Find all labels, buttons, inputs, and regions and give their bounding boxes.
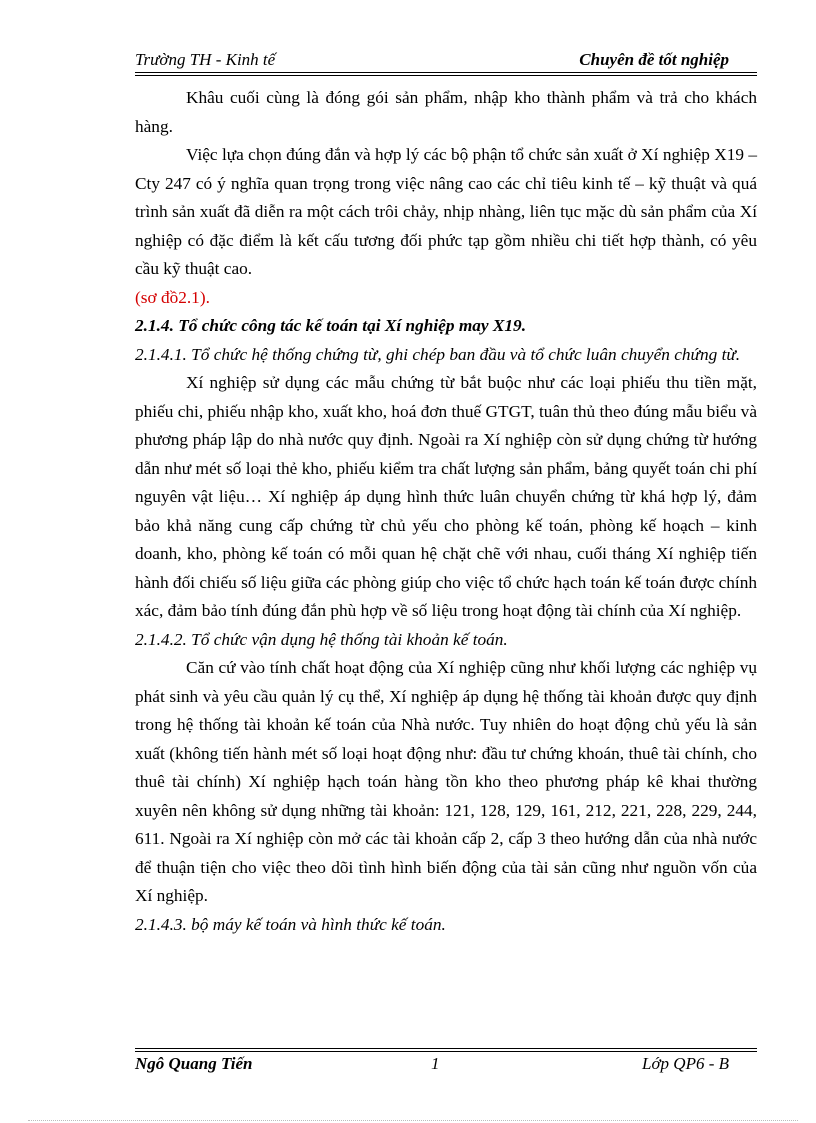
paragraph-documents: Xí nghiệp sử dụng các mẫu chứng từ bắt buộc như các loại phiếu thu tiền mặt, phiếu chi, phiếu nhập kho, xuất kho, hoá đơn thuế GTGT, tuân thủ theo đúng mẫu biểu và phương pháp lập do nhà nước quy định. Ngoài ra Xí nghiệp còn sử dụng chứng từ hướng dẫn như mét số loại thẻ kho, phiếu kiểm tra chất lượng sản phẩm, bảng quyết toán chi phí nguyên vật liệu… Xí nghiệp áp dụng hình thức luân chuyển chứng từ khá hợp lý, đảm bảo khả năng cung cấp chứng từ chủ yếu cho phòng kế toán, phòng kế hoạch – kinh doanh, kho, phòng kế toán có mỗi quan hệ chặt chẽ với nhau, cuối tháng Xí nghiệp tiến hành đối chiếu số liệu giữa các phòng giúp cho việc tổ chức hạch toán kế toán được chính xác, đảm bảo tính đúng đắn phù hợp về số liệu trong hoạt động tài chính của Xí nghiệp.	[135, 373, 757, 620]
page-header	[135, 50, 757, 72]
heading-2-1-4: 2.1.4. Tổ chức công tác kế toán tại Xí nghiệp may X19.	[135, 316, 527, 335]
page-body	[135, 84, 757, 939]
heading-2-1-4-2: 2.1.4.2. Tổ chức vận dụng hệ thống tài khoản kế toán.	[135, 629, 508, 649]
header-school: Trường TH - Kinh tế	[135, 50, 276, 69]
footer-author: Ngô Quang Tiến	[135, 1054, 253, 1073]
diagram-reference: (sơ đồ2.1).	[135, 287, 210, 307]
heading-2-1-4-1: 2.1.4.1. Tổ chức hệ thống chứng từ, ghi chép ban đầu và tổ chức luân chuyển chứng từ.	[135, 344, 741, 364]
paragraph-accounts: Căn cứ vào tính chất hoạt động của Xí nghiệp cũng như khối lượng các nghiệp vụ phát sinh và yêu cầu quản lý cụ thể, Xí nghiệp áp dụng hệ thống tài khoản được quy định trong hệ thống tài khoản kế toán của Nhà nước. Tuy nhiên do hoạt động chủ yếu là sản xuất (không tiến hành mét số loại hoạt động như: đầu tư chứng khoán, thuê tài chính, cho thuê tài chính) Xí nghiệp hạch toán hàng tồn kho theo phương pháp kê khai thường xuyên nên không sử dụng những tài khoản: 121, 128, 129, 161, 212, 221, 228, 229, 244, 611. Ngoài ra Xí nghiệp còn mở các tài khoản cấp 2, cấp 3 theo hướng dẫn của nhà nước để thuận tiện cho việc theo dõi tình hình biến động của tài sản cũng như nguồn vốn của Xí nghiệp.	[135, 658, 757, 905]
paragraph-organization: Việc lựa chọn đúng đắn và hợp lý các bộ phận tổ chức sản xuất ở Xí nghiệp X19 – Cty 247 có ý nghĩa quan trọng trong việc nâng cao các chỉ tiêu kinh tế – kỹ thuật và quá trình sản xuất đã diễn ra một cách trôi chảy, nhịp nhàng, liên tục mặc dù sản phẩm của Xí nghiệp có đặc điểm là kết cấu tương đối phức tạp gồm nhiều chi tiết hợp thành, có yêu cầu kỹ thuật cao.	[135, 145, 757, 278]
heading-2-1-4-3: 2.1.4.3. bộ máy kế toán và hình thức kế toán.	[135, 914, 446, 934]
page-footer	[135, 1054, 757, 1076]
footer-rule	[135, 1048, 757, 1052]
paragraph-packaging: Khâu cuối cùng là đóng gói sản phẩm, nhập kho thành phẩm và trả cho khách hàng.	[135, 88, 757, 136]
page-number: 1	[431, 1054, 440, 1073]
header-rule	[135, 72, 757, 76]
header-title: Chuyên đề tốt nghiệp	[579, 50, 729, 69]
page-edge	[28, 1120, 798, 1121]
footer-class: Lớp QP6 - B	[642, 1054, 729, 1073]
